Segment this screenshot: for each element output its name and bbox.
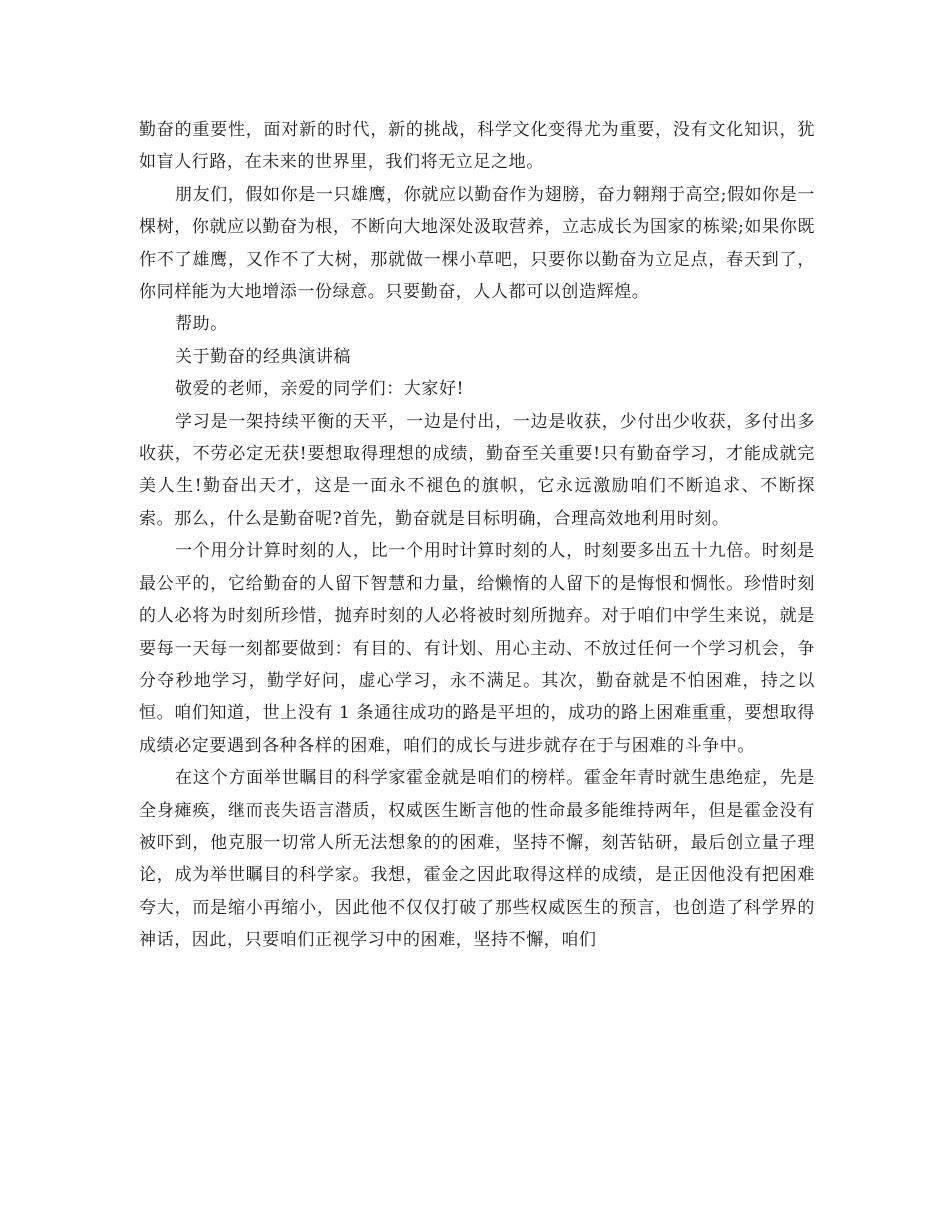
paragraph-eagle-tree-grass: 朋友们，假如你是一只雄鹰，你就应以勤奋作为翅膀，奋力翱翔于高空;假如你是一棵树，你就应以勤奋为根，不断向大地深处汲取营养，立志成长为国家的栋梁;如果你既作不了雄鹰，又作不了大树，那就做一棵小草吧，只要你以勤奋为立足点，春天到了，你同样能为大地增添一份绿意。只要勤奋，人人都可以创造辉煌。	[139, 184, 815, 303]
paragraph-time: 一个用分计算时刻的人，比一个用时计算时刻的人，时刻要多出五十九倍。时刻是最公平的，它给勤奋的人留下智慧和力量，给懒惰的人留下的是悔恨和惆怅。珍惜时刻的人必将为时刻所珍惜，抛弃时刻的人必将被时刻所抛弃。对于咱们中学生来说，就是要每一天每一刻都要做到：有目的、有计划、用心主动、不放过任何一个学习机会，争分夺秒地学习，勤学好问，虚心学习，永不满足。其次，勤奋就是不怕困难，持之以恒。咱们知道，世上没有 1 条通往成功的路是平坦的，成功的路上困难重重，要想取得成绩必定要遇到各种各样的困难，咱们的成长与进步就存在于与困难的斗争中。	[139, 541, 815, 756]
document-body	[139, 114, 815, 957]
paragraph-hawking: 在这个方面举世瞩目的科学家霍金就是咱们的榜样。霍金年青时就生患绝症，先是全身瘫痪，继而丧失语言潜质，权威医生断言他的性命最多能维持两年，但是霍金没有被吓到，他克服一切常人所无法想象的的困难，坚持不懈，刻苦钻研，最后创立量子理论，成为举世瞩目的科学家。我想，霍金之因此取得这样的成绩，是正因他没有把困难夸大，而是缩小再缩小，因此他不仅仅打破了那些权威医生的预言，也创造了科学界的神话，因此，只要咱们正视学习中的困难，坚持不懈，咱们	[139, 768, 815, 951]
speech-title: 关于勤奋的经典演讲稿	[175, 346, 351, 367]
paragraph-balance: 学习是一架持续平衡的天平，一边是付出，一边是收获，少付出少收获，多付出多收获，不劳必定无获!要想取得理想的成绩，勤奋至关重要!只有勤奋学习，才能成就完美人生!勤奋出天才，这是一面永不褪色的旗帜，它永远激励咱们不断追求、不断探索。那么，什么是勤奋呢?首先，勤奋就是目标明确，合理高效地利用时刻。	[139, 411, 815, 529]
paragraph-help: 帮助。	[175, 314, 228, 335]
speech-greeting: 敬爱的老师，亲爱的同学们：大家好!	[175, 379, 465, 400]
paragraph-importance: 勤奋的重要性，面对新的时代，新的挑战，科学文化变得尤为重要，没有文化知识，犹如盲人行路，在未来的世界里，我们将无立足之地。	[139, 120, 815, 173]
